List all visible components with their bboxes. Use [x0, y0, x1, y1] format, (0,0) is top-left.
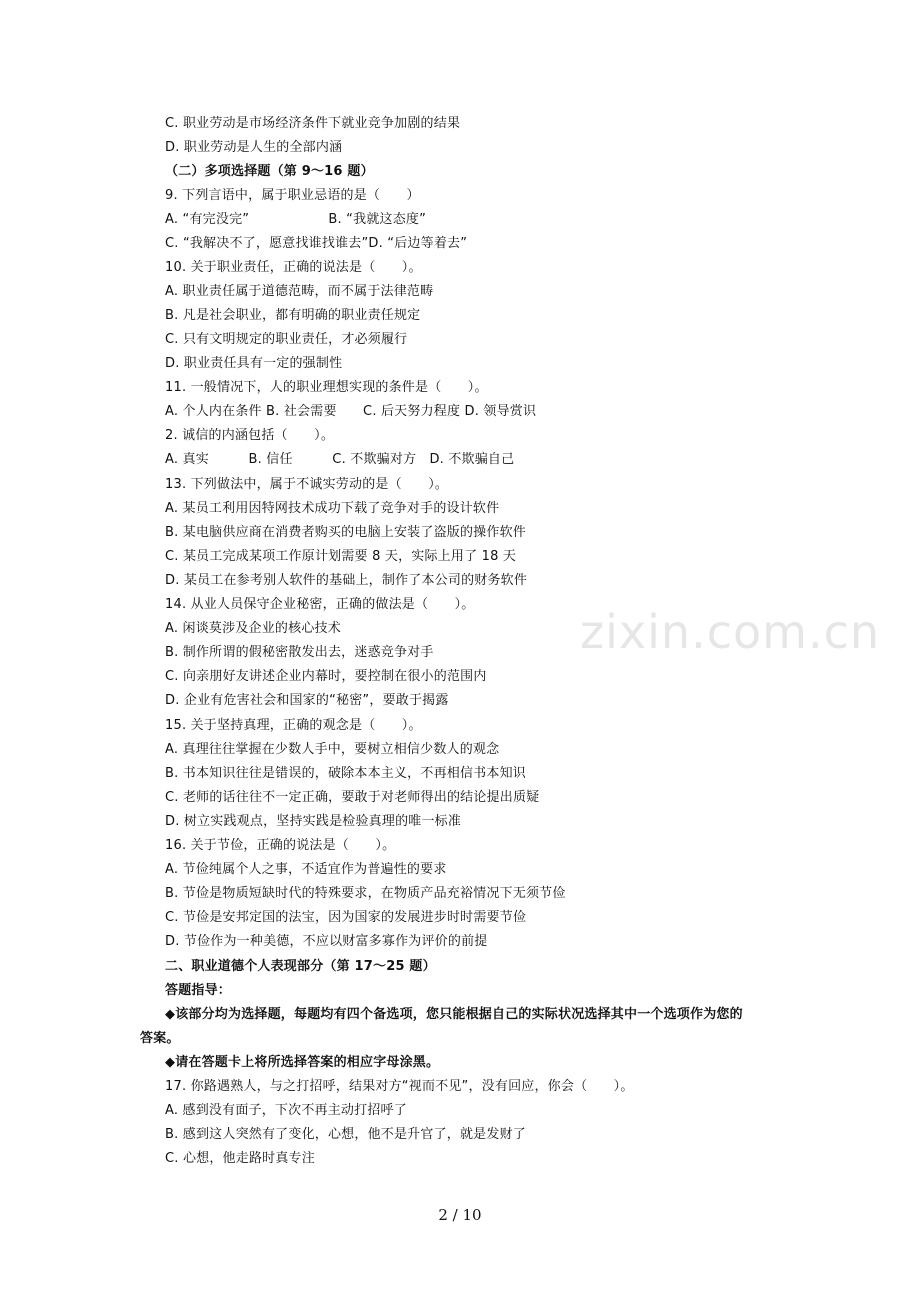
- option-line: A. 某员工利用因特网技术成功下载了竞争对手的设计软件: [165, 501, 500, 516]
- option-line: A. 真实 B. 信任 C. 不欺骗对方 D. 不欺骗自己: [165, 452, 515, 467]
- question-line: 11. 一般情况下，人的职业理想实现的条件是（ ）。: [165, 380, 488, 395]
- option-line: A. “有完没完” B. “我就这态度”: [165, 212, 427, 227]
- option-line: B. 书本知识往往是错误的，破除本本主义，不再相信书本知识: [165, 766, 526, 781]
- option-line: D. 节俭作为一种美德，不应以财富多寡作为评价的前提: [165, 934, 488, 949]
- question-line: 2. 诚信的内涵包括（ ）。: [165, 428, 335, 443]
- question-line: 16. 关于节俭，正确的说法是（ ）。: [165, 838, 396, 853]
- question-line: 15. 关于坚持真理，正确的观念是（ ）。: [165, 718, 422, 733]
- question-line: 9. 下列言语中，属于职业忌语的是（ ）: [165, 188, 420, 203]
- question-line: 10. 关于职业责任，正确的说法是（ ）。: [165, 260, 422, 275]
- option-line: C. 老师的话往往不一定正确，要敢于对老师得出的结论提出质疑: [165, 790, 540, 805]
- section-heading: （二）多项选择题（第 9～16 题）: [165, 164, 374, 179]
- option-line: B. 节俭是物质短缺时代的特殊要求，在物质产品充裕情况下无须节俭: [165, 886, 566, 901]
- option-line: C. 心想，他走路时真专注: [165, 1151, 315, 1166]
- question-line: 14. 从业人员保守企业秘密，正确的做法是（ ）。: [165, 597, 475, 612]
- section-heading: 二、职业道德个人表现部分（第 17～25 题）: [165, 959, 436, 974]
- option-line: C. “我解决不了，愿意找谁找谁去”D. “后边等着去”: [165, 236, 468, 251]
- option-line: D. 树立实践观点，坚持实践是检验真理的唯一标准: [165, 814, 462, 829]
- option-line: A. 节俭纯属个人之事，不适宜作为普遍性的要求: [165, 862, 447, 877]
- option-line: D. 企业有危害社会和国家的“秘密”，要敢于揭露: [165, 693, 449, 708]
- watermark: zixin.com.cn: [580, 605, 881, 659]
- option-line: B. 感到这人突然有了变化，心想，他不是升官了，就是发财了: [165, 1127, 526, 1142]
- instruction-line: ◆该部分均为选择题，每题均有四个备选项，您只能根据自己的实际状况选择其中一个选项作为您的: [165, 1007, 743, 1022]
- option-line: C. 向亲朋好友讲述企业内幕时，要控制在很小的范围内: [165, 669, 487, 684]
- option-line: C. 只有文明规定的职业责任，才必须履行: [165, 332, 408, 347]
- option-line: A. 个人内在条件 B. 社会需要 C. 后天努力程度 D. 领导赏识: [165, 404, 537, 419]
- option-line: B. 凡是社会职业，都有明确的职业责任规定: [165, 308, 421, 323]
- option-line: D. 职业劳动是人生的全部内涵: [165, 140, 343, 155]
- instruction-line: 答案。: [140, 1031, 180, 1046]
- option-line: D. 职业责任具有一定的强制性: [165, 356, 343, 371]
- option-line: B. 某电脑供应商在消费者购买的电脑上安装了盗版的操作软件: [165, 525, 526, 540]
- option-line: C. 节俭是安邦定国的法宝，因为国家的发展进步时时需要节俭: [165, 910, 527, 925]
- instruction-line: ◆请在答题卡上将所选择答案的相应字母涂黑。: [165, 1055, 440, 1070]
- option-line: C. 职业劳动是市场经济条件下就业竞争加剧的结果: [165, 116, 461, 131]
- option-line: C. 某员工完成某项工作原计划需要 8 天，实际上用了 18 天: [165, 549, 517, 564]
- question-line: 13. 下列做法中，属于不诚实劳动的是（ ）。: [165, 477, 449, 492]
- option-line: D. 某员工在参考别人软件的基础上，制作了本公司的财务软件: [165, 573, 528, 588]
- option-line: A. 真理往往掌握在少数人手中，要树立相信少数人的观念: [165, 742, 500, 757]
- option-line: B. 制作所谓的假秘密散发出去，迷惑竞争对手: [165, 645, 434, 660]
- instruction-heading: 答题指导：: [165, 983, 232, 998]
- option-line: A. 闲谈莫涉及企业的核心技术: [165, 621, 341, 636]
- option-line: A. 职业责任属于道德范畴，而不属于法律范畴: [165, 284, 434, 299]
- question-line: 17. 你路遇熟人，与之打招呼，结果对方“视而不见”，没有回应，你会（ ）。: [165, 1079, 634, 1094]
- page-number: 2 / 10: [438, 1206, 482, 1224]
- option-line: A. 感到没有面子，下次不再主动打招呼了: [165, 1103, 407, 1118]
